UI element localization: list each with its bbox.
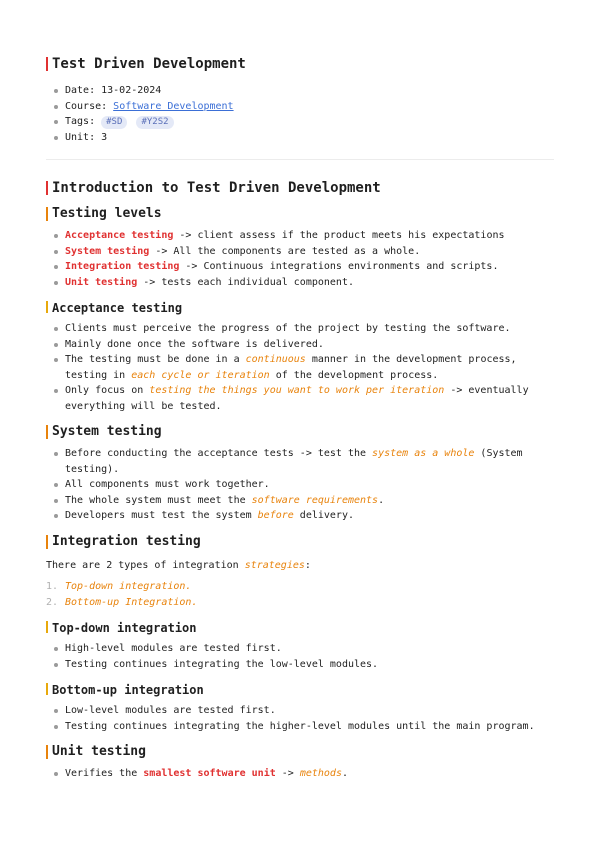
text-segment: .	[191, 596, 198, 608]
list-item-text: Testing continues integrating the low-level modules.	[65, 658, 379, 670]
heading-introduction	[46, 178, 554, 198]
heading-testing-levels-text: Testing levels	[52, 206, 162, 221]
text-segment: Developers must test the system	[65, 510, 258, 521]
heading-marker	[46, 535, 48, 549]
heading-marker	[46, 425, 48, 439]
system-list	[46, 446, 554, 524]
text-segment: of the development process.	[269, 369, 439, 381]
testing-levels-list	[46, 228, 554, 290]
text-segment: The testing must be done in a	[65, 354, 246, 365]
list-item-text: -> tests each individual component.	[137, 276, 354, 288]
list-item-text: -> Continuous integrations environments and scripts.	[179, 261, 499, 272]
page-title-text: Test Driven Development	[52, 56, 246, 72]
list-item	[65, 493, 554, 509]
text-segment: There are 2 types of integration	[46, 559, 245, 571]
term-integration: Integration testing	[65, 261, 180, 272]
heading-testing-levels	[46, 204, 554, 224]
text-segment: Only focus on	[65, 385, 150, 396]
page-title	[46, 54, 554, 74]
heading-integration-text: Integration testing	[52, 533, 201, 549]
metadata-list	[46, 83, 554, 145]
list-item	[65, 508, 554, 524]
term-highlight: smallest software unit	[143, 768, 276, 779]
divider	[46, 159, 554, 160]
unit-list	[46, 766, 554, 782]
course-label: Course:	[65, 100, 114, 112]
highlight: Top-down integration	[65, 581, 186, 592]
tag-sd[interactable]: #SD	[101, 116, 127, 129]
list-item	[46, 595, 554, 611]
list-number: 2.	[46, 596, 59, 608]
date-value: 13-02-2024	[101, 85, 162, 96]
tag-y2s2[interactable]: #Y2S2	[136, 116, 173, 129]
text-segment: .	[378, 494, 385, 506]
metadata-date	[65, 83, 554, 99]
metadata-course	[65, 99, 554, 115]
heading-marker	[46, 301, 48, 313]
list-item	[65, 337, 554, 353]
highlight: methods	[299, 768, 342, 779]
text-segment: The whole system must meet the	[65, 494, 252, 506]
highlight: before	[257, 510, 294, 521]
tags-label: Tags:	[65, 116, 96, 127]
heading-acceptance-testing	[46, 298, 554, 318]
list-item-text: All components must work together.	[65, 479, 270, 490]
text-segment: :	[304, 559, 311, 571]
date-label: Date:	[65, 85, 102, 96]
list-item-text: Clients must perceive the progress of the project by testing the software.	[65, 323, 511, 334]
heading-bottom-up-text: Bottom-up integration	[52, 683, 204, 697]
list-item	[65, 244, 554, 260]
heading-bottom-up	[46, 680, 554, 700]
list-item-text: Testing continues integrating the higher-level modules until the main program.	[65, 720, 535, 732]
highlight: testing the things you want to work per iteration	[149, 385, 445, 396]
integration-intro	[46, 558, 554, 574]
list-item	[65, 766, 554, 782]
highlight: system as a whole	[372, 448, 475, 459]
heading-marker	[46, 683, 48, 695]
heading-introduction-text: Introduction to Test Driven Development	[52, 180, 381, 196]
term-acceptance: Acceptance testing	[65, 230, 174, 241]
list-item	[65, 383, 554, 414]
list-item	[65, 228, 554, 244]
unit-label: Unit:	[65, 131, 102, 143]
highlight: Bottom-up Integration	[65, 596, 192, 608]
list-item	[65, 657, 554, 673]
list-item-text: High-level modules are tested first.	[65, 643, 282, 654]
highlight: software requirements	[251, 494, 379, 506]
heading-unit-text: Unit testing	[52, 744, 146, 759]
text-segment: ->	[275, 768, 300, 779]
list-item-text: Low-level modules are tested first.	[65, 705, 276, 716]
text-segment: -> eventually everything will be tested.	[65, 385, 529, 412]
list-item	[65, 703, 554, 719]
heading-marker	[46, 745, 48, 759]
unit-value: 3	[101, 131, 108, 143]
heading-marker	[46, 621, 48, 633]
course-link[interactable]: Software Development	[113, 100, 234, 112]
highlight: continuous	[245, 354, 306, 365]
heading-marker	[46, 57, 48, 71]
heading-top-down-text: Top-down integration	[52, 621, 197, 635]
heading-integration-testing	[46, 532, 554, 552]
text-segment: Before conducting the acceptance tests -> test the	[65, 448, 373, 459]
top-down-list	[46, 641, 554, 672]
heading-system-testing	[46, 422, 554, 442]
heading-marker	[46, 181, 48, 195]
text-segment: .	[341, 768, 349, 779]
highlight: each cycle or iteration	[131, 369, 270, 381]
bottom-up-list	[46, 703, 554, 734]
list-item	[65, 641, 554, 657]
list-item	[46, 579, 554, 595]
heading-system-text: System testing	[52, 424, 162, 439]
term-system: System testing	[65, 245, 150, 257]
highlight: strategies	[244, 559, 305, 571]
list-item	[65, 275, 554, 291]
text-segment: Verifies the	[65, 768, 144, 779]
term-unit: Unit testing	[65, 276, 138, 288]
list-item	[65, 446, 554, 477]
heading-top-down	[46, 618, 554, 638]
heading-unit-testing	[46, 742, 554, 762]
text-segment: .	[185, 581, 192, 592]
list-item-text: -> All the components are tested as a whole.	[149, 245, 421, 257]
list-item-text: -> client assess if the product meets his expectations	[173, 230, 505, 241]
list-item-text: Mainly done once the software is delivered.	[65, 338, 324, 350]
metadata-unit	[65, 130, 554, 146]
strategies-list	[46, 579, 554, 610]
heading-acceptance-text: Acceptance testing	[52, 301, 183, 315]
text-segment: manner in the development process, testing in	[65, 354, 517, 381]
list-item	[65, 352, 554, 383]
list-item	[65, 259, 554, 275]
metadata-tags	[65, 114, 554, 130]
list-item	[65, 321, 554, 337]
list-number: 1.	[46, 581, 59, 592]
text-segment: delivery.	[293, 510, 354, 521]
acceptance-list	[46, 321, 554, 414]
heading-marker	[46, 207, 48, 221]
list-item	[65, 477, 554, 493]
text-segment: (System testing).	[65, 448, 523, 475]
list-item	[65, 719, 554, 735]
